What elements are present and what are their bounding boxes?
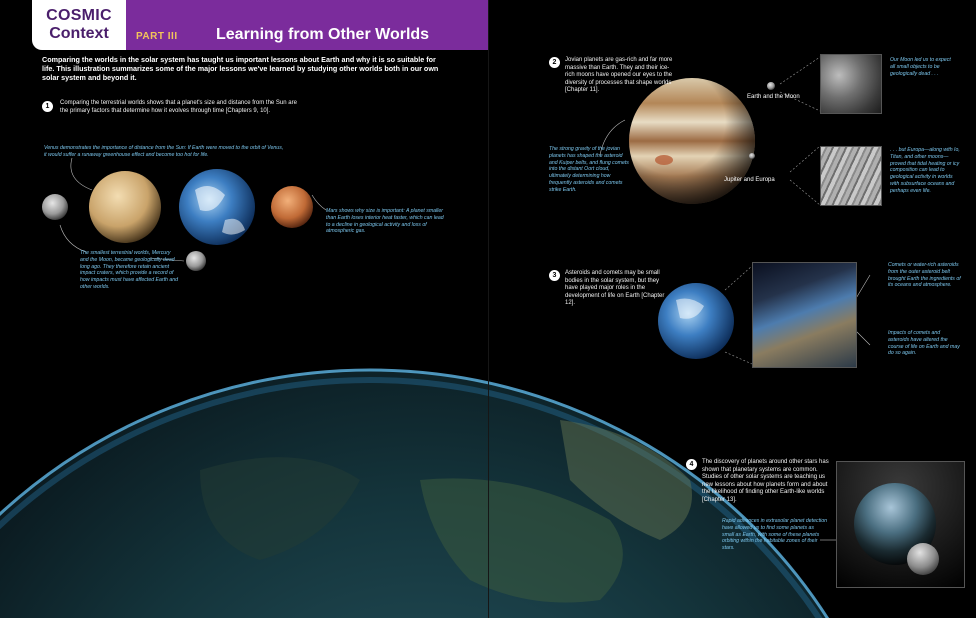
section-2-number: 2 — [549, 57, 560, 68]
section-4-number: 4 — [686, 459, 697, 470]
title-bar — [126, 0, 488, 50]
mercury-planet — [42, 194, 68, 220]
impacts-caption: Impacts of comets and asteroids have altered the course of life on Earth and may do so again. — [888, 330, 960, 357]
section-4-text: The discovery of planets around other stars has shown that planetary systems are common. Studies of other solar systems are teaching us new lessons about how planets form and about the likelihood of finding other Earth-like worlds [Chapter 13]. — [702, 459, 829, 503]
section-3-text: Asteroids and comets may be small bodies in the solar system, but they have played major roles in the development of life on Earth [Chapter 12]. — [565, 270, 665, 307]
earth-planet — [179, 169, 255, 245]
small-moon — [767, 82, 775, 90]
mercury-moon-caption: The smallest terrestrial worlds, Mercury and the Moon, became geologically dead long ago. They therefore retain ancient impact craters, which provide a record of how impacts must have affected Earth and other worlds. — [80, 250, 179, 290]
section-1-text: Comparing the terrestrial worlds shows that a planet's size and distance from the Sun are the primary factors that determine how it evolves through time [Chapters 9, 10]. — [60, 100, 297, 114]
page-spine — [488, 0, 489, 618]
cosmic-context-badge — [32, 0, 126, 50]
page-title: Learning from Other Worlds — [216, 26, 430, 43]
venus-caption: Venus demonstrates the importance of distance from the Sun: If Earth were moved to the orbit of Venus, it would suffer a runaway greenhouse effect and become too hot for life. — [44, 145, 284, 158]
exoplanet-small — [907, 543, 939, 575]
moon-planet — [186, 251, 206, 271]
venus-planet — [89, 171, 161, 243]
badge-line2: Context — [49, 25, 109, 42]
comets-caption: Comets or water-rich asteroids from the outer asteroid belt brought Earth the ingredients of its oceans and atmosphere. — [888, 262, 961, 289]
moon-surface-inset — [820, 54, 882, 114]
section-1-number: 1 — [42, 101, 53, 112]
badge-line1: COSMIC — [46, 7, 112, 24]
earth-moon-label: Earth and the Moon — [747, 94, 800, 100]
exoplanet-caption: Rapid advances in extrasolar planet detection have allowed us to find some planets as small as Earth, with some of these planets orbiting within the habitable zones of their stars. — [722, 518, 827, 552]
europa-surface-inset — [820, 146, 882, 206]
part-label: PART III — [136, 31, 178, 42]
section-3-number: 3 — [549, 270, 560, 281]
moon-caption: Our Moon led us to expect all small objects to be geologically dead . . . — [890, 57, 951, 77]
mars-planet — [271, 186, 313, 228]
jupiter-europa-label: Jupiter and Europa — [724, 177, 775, 183]
section-2-text: Jovian planets are gas-rich and far more massive than Earth. They and their ice-rich moons have opened our eyes to the diversity of processes that shape worlds [Chapter 11]. — [565, 57, 673, 94]
jovian-gravity-caption: The strong gravity of the jovian planets has shaped the asteroid and Kuiper belts, and flung comets into the distant Oort cloud, ultimately determining how frequently asteroids and comets strike Earth. — [549, 146, 629, 193]
europa-caption: . . . but Europa—along with Io, Titan, and other moons—proved that tidal heating or icy composition can lead to geological activity in worlds with subsurface oceans and perhaps even life. — [890, 147, 960, 194]
comet-earth-inset — [752, 262, 857, 368]
mars-caption: Mars shows why size is important: A planet smaller than Earth loses interior heat faster, which can lead to a decline in geological activity and loss of atmospheric gas. — [326, 208, 444, 235]
early-earth-planet — [658, 283, 734, 359]
intro-paragraph: Comparing the worlds in the solar system has taught us important lessons about Earth and why it is so suitable for life. This illustration summarizes some of the major lessons we've learned by studying other worlds both in our own solar system and beyond it. — [42, 55, 439, 82]
europa-moon — [749, 153, 755, 159]
